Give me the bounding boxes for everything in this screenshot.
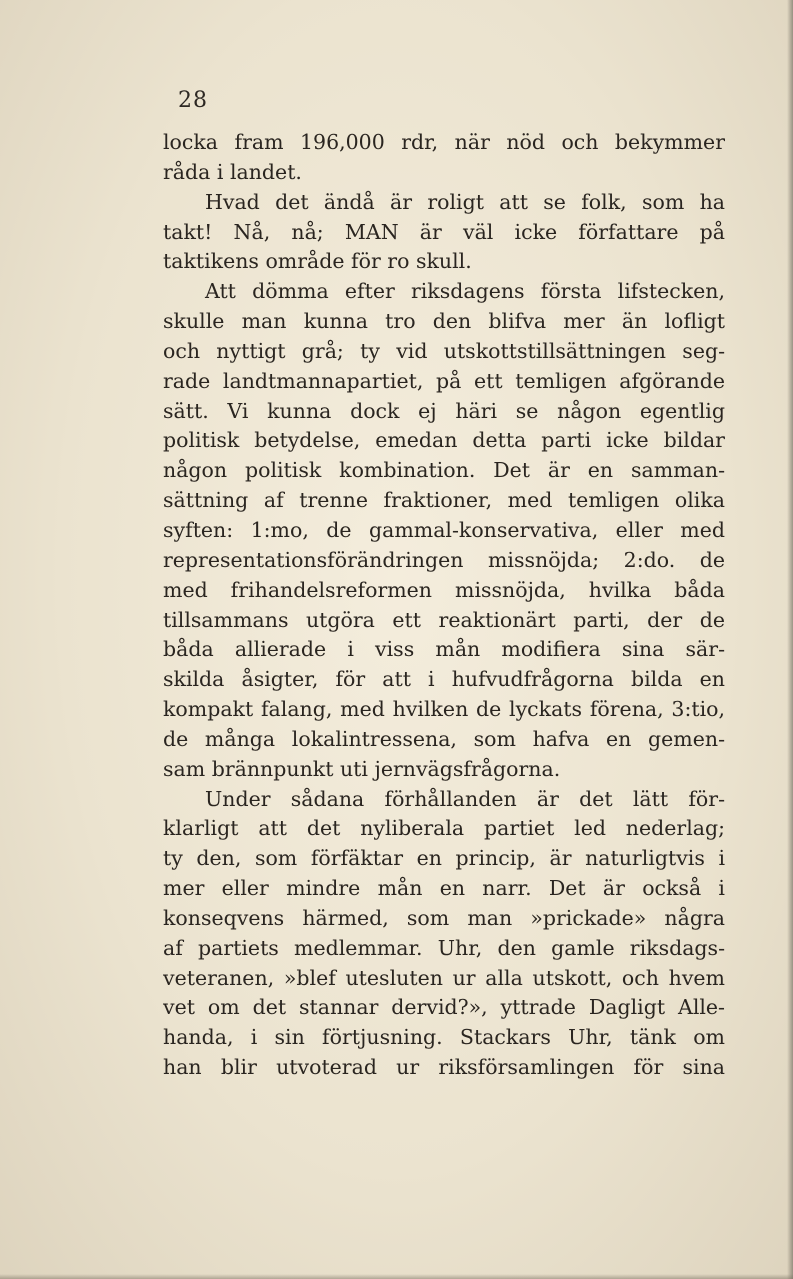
text-line: taktikens område för ro skull. xyxy=(163,249,472,274)
text-line: och nyttigt grå; ty vid utskottstillsättningen seg- xyxy=(163,338,725,363)
text-line: rade landtmannapartiet, på ett temligen afgörande xyxy=(163,368,725,393)
body-text xyxy=(163,128,725,1083)
page-number: 28 xyxy=(178,88,208,113)
text-line: mer eller mindre mån en narr. Det är också i xyxy=(163,876,725,901)
page-edge-right xyxy=(787,0,793,1279)
paragraph-start-line: Under sådana förhållanden är det lätt för- xyxy=(205,786,725,811)
text-line: tillsammans utgöra ett reaktionärt parti, der de xyxy=(163,607,725,632)
text-line: locka fram 196,000 rdr, när nöd och bekymmer xyxy=(163,130,725,154)
text-line: vet om det stannar dervid?», yttrade Dagligt Alle- xyxy=(163,995,725,1020)
text-line: de många lokalintressena, som hafva en gemen- xyxy=(163,726,725,751)
text-line: båda allierade i viss mån modifiera sina sär- xyxy=(163,637,725,662)
text-line: sam brännpunkt uti jernvägsfrågorna. xyxy=(163,756,561,781)
text-line: kompakt falang, med hvilken de lyckats förena, 3:tio, xyxy=(163,697,725,722)
text-line: handa, i sin förtjusning. Stackars Uhr, tänk om xyxy=(163,1025,725,1050)
text-line: sätt. Vi kunna dock ej häri se någon egentlig xyxy=(163,398,725,423)
text-line: veteranen, »blef utesluten ur alla utskott, och hvem xyxy=(163,965,725,990)
text-line: råda i landet. xyxy=(163,159,302,184)
text-line: takt! Nå, nå; MAN är väl icke författare på xyxy=(163,219,725,244)
text-line: någon politisk kombination. Det är en samman- xyxy=(163,458,725,483)
text-line: representationsförändringen missnöjda; 2:do. de xyxy=(163,547,725,572)
text-line: klarligt att det nyliberala partiet led nederlag; xyxy=(163,816,725,841)
text-line: skulle man kunna tro den blifva mer än lofligt xyxy=(163,309,725,334)
text-line: af partiets medlemmar. Uhr, den gamle riksdags- xyxy=(163,935,725,960)
text-line: syften: 1:mo, de gammal-konservativa, eller med xyxy=(163,517,725,542)
paragraph-start-line: Hvad det ändå är roligt att se folk, som ha xyxy=(205,189,725,214)
text-line: med frihandelsreformen missnöjda, hvilka båda xyxy=(163,577,725,602)
text-line: ty den, som förfäktar en princip, är naturligtvis i xyxy=(163,846,725,871)
page-edge-bottom xyxy=(0,1274,793,1279)
paragraph-start-line: Att dömma efter riksdagens första lifstecken, xyxy=(205,279,725,304)
text-line: skilda åsigter, för att i hufvudfrågorna bilda en xyxy=(163,667,725,692)
text-line: politisk betydelse, emedan detta parti icke bildar xyxy=(163,428,725,453)
text-line: konseqvens härmed, som man »prickade» några xyxy=(163,905,725,930)
text-line: han blir utvoterad ur riksförsamlingen för sina xyxy=(163,1055,725,1080)
text-line: sättning af trenne fraktioner, med temligen olika xyxy=(163,488,725,513)
